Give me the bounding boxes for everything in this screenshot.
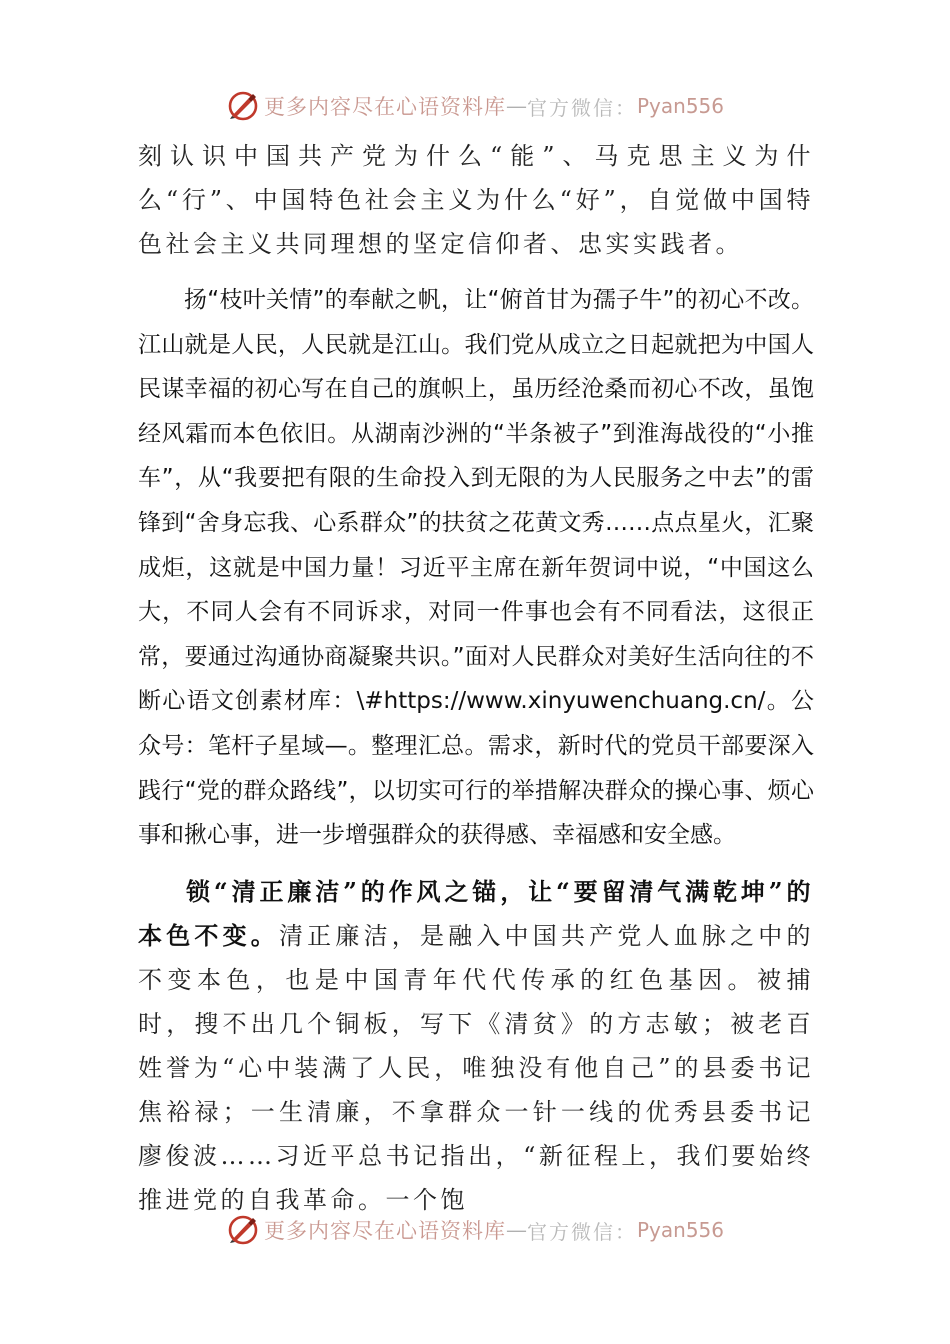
pen-circle-icon (226, 1213, 260, 1247)
banner-wechat-id: Pyan556 (636, 94, 724, 118)
banner-separator: — (505, 94, 527, 118)
pen-circle-icon (226, 89, 260, 123)
document-body (138, 134, 814, 1222)
banner-separator: — (505, 1218, 527, 1242)
paragraph-2: 扬“枝叶关情”的奉献之帆，让“俯首甘为孺子牛”的初心不改。江山就是人民，人民就是江山。我们党从成立之日起就把为中国人民谋幸福的初心写在自己的旗帜上，虽历经沧桑而初心不改，虽饱经风霜而本色依旧。从湖南沙洲的“半条被子”到淮海战役的“小推车”，从“我要把有限的生命投入到无限的为人民服务之中去”的雷锋到“舍身忘我、心系群众”的扶贫之花黄文秀……点点星火，汇聚成炬，这就是中国力量！习近平主席在新年贺词中说，“中国这么大，不同人会有不同诉求，对同一件事也会有不同看法，这很正常，要通过沟通协商凝聚共识。”面对人民群众对美好生活向往的不断心语文创素材库：\#https://www.xinyuwenchuang.cn/。公众号：笔杆子星域—。整理汇总。需求，新时代的党员干部要深入践行“党的群众路线”，以切实可行的举措解决群众的操心事、烦心事和揪心事，进一步增强群众的获得感、幸福感和安全感。 (138, 287, 814, 849)
paragraph-3-lead: 锁“清正廉洁”的作风之锚，让“要留清气满乾坤”的本色不变。 (138, 876, 814, 950)
banner-main-text: 更多内容尽在心语资料库 (263, 1219, 506, 1243)
paragraph-3-body: 清正廉洁，是融入中国共产党人血脉之中的不变本色，也是中国青年代代传承的红色基因。被捕时，搜不出几个铜板，写下《清贫》的方志敏；被老百姓誉为“心中装满了人民，唯独没有他自己”的县委书记焦裕禄；一生清廉，不拿群众一针一线的优秀县委书记廖俊波……习近平总书记指出，“新征程上，我们要始终推进党的自我革命。一个饱 (138, 921, 815, 1214)
banner-main-text: 更多内容尽在心语资料库 (263, 95, 506, 119)
banner-wechat-label: 官方微信： (526, 1219, 637, 1244)
banner-wechat-id: Pyan556 (636, 1218, 724, 1242)
footer-banner (0, 1210, 950, 1250)
paragraph-3 (138, 870, 814, 1222)
header-banner (0, 86, 950, 126)
paragraph-1: 刻认识中国共产党为什么“能”、马克思主义为什么“行”、中国特色社会主义为什么“好”，自觉做中国特色社会主义共同理想的坚定信仰者、忠实实践者。 (138, 142, 814, 258)
banner-wechat-label: 官方微信： (526, 95, 637, 120)
